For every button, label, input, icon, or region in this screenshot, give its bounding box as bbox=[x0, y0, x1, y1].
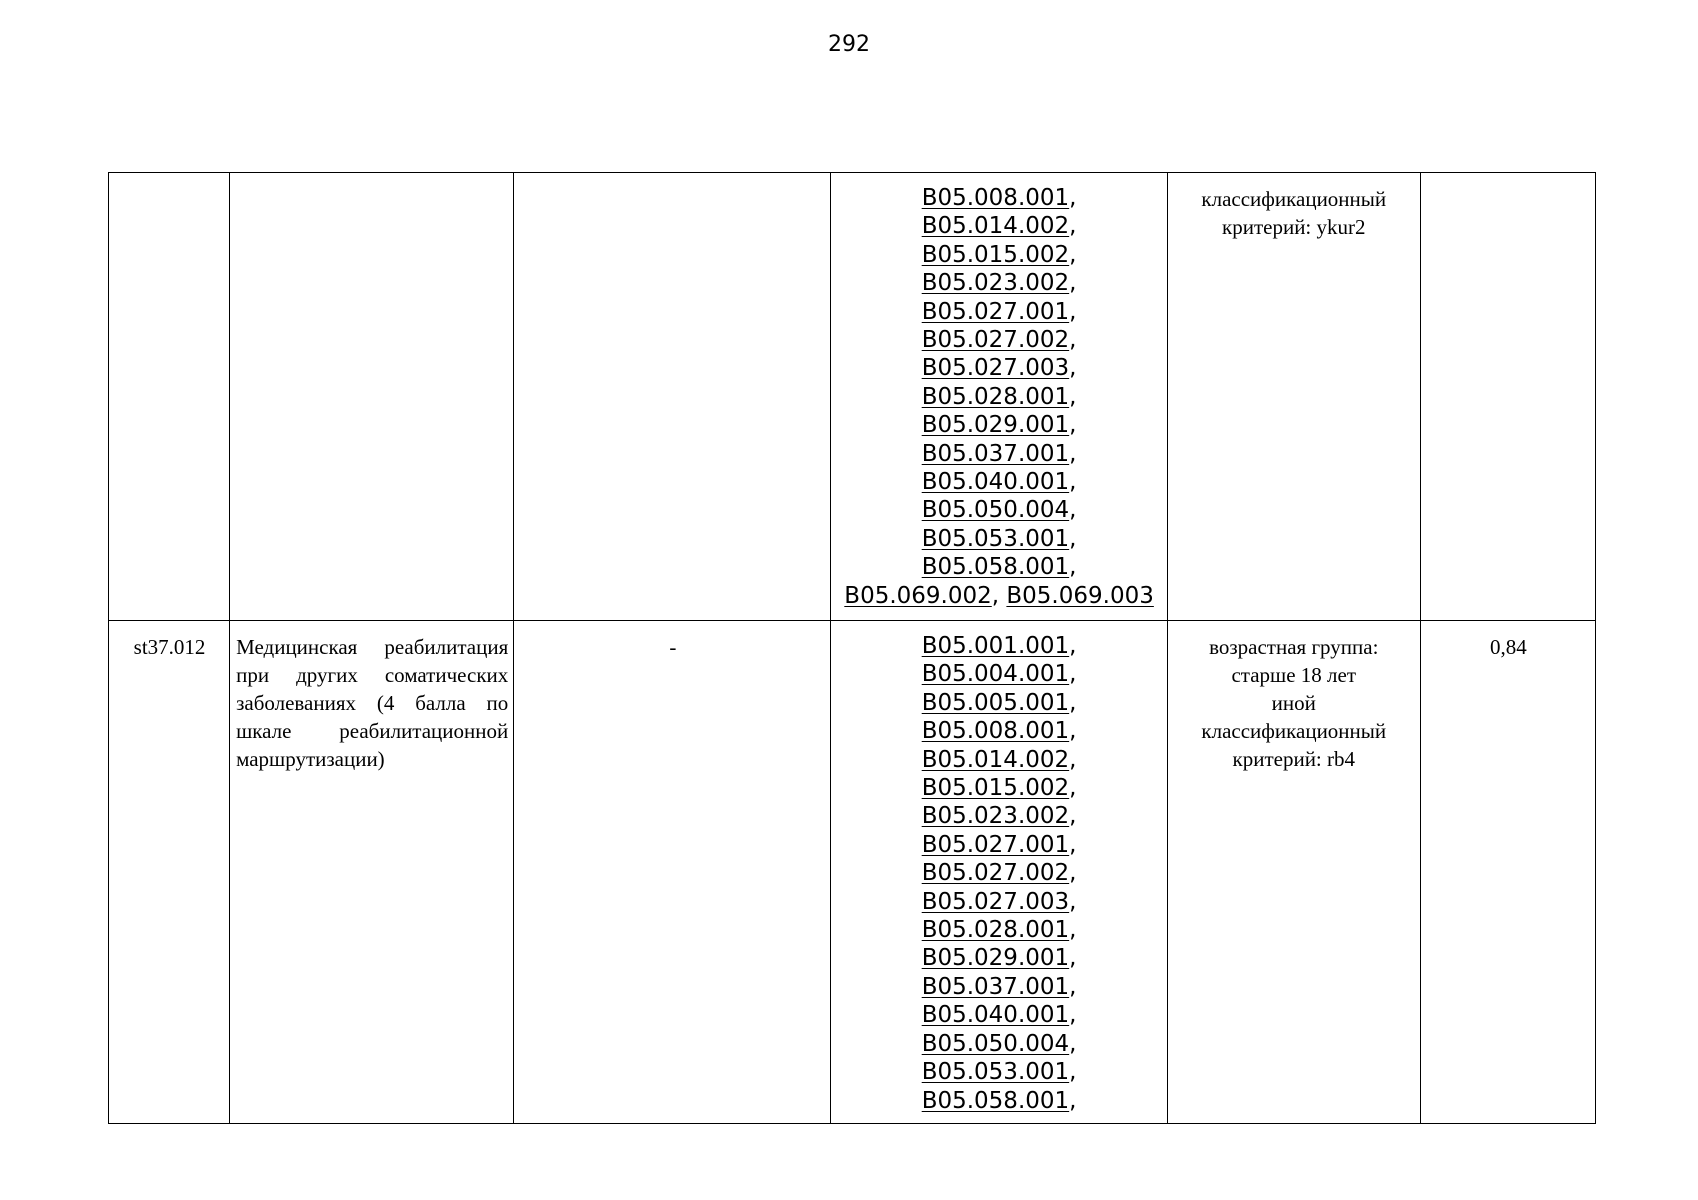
code-cell bbox=[109, 621, 230, 1124]
name-cell bbox=[230, 173, 514, 621]
service-code-link[interactable]: B05.029.001 bbox=[921, 945, 1070, 972]
service-code-link[interactable]: B05.005.001 bbox=[921, 689, 1070, 716]
criteria-line: старше 18 лет bbox=[1231, 663, 1357, 687]
tariff-table bbox=[108, 172, 1596, 1124]
service-codes-list: B05.008.001, B05.014.002, B05.015.002, B05.023.002, B05.027.001, B05.027.002, B05.027.003, B05.028.001, B05.029.001, B05.037.001, B05.040.001, B05.050.004, B05.053.001, B05.058.001, B05.069.002, B05.069.003 bbox=[844, 185, 1154, 609]
service-code-link[interactable]: B05.037.001 bbox=[921, 440, 1070, 467]
row-dash: - bbox=[669, 635, 677, 659]
service-code-link[interactable]: B05.037.001 bbox=[921, 973, 1070, 1000]
code-cell bbox=[109, 173, 230, 621]
service-code-link[interactable]: B05.040.001 bbox=[921, 1002, 1070, 1029]
criteria-text bbox=[1168, 621, 1420, 779]
service-code-link[interactable]: B05.069.003 bbox=[1006, 582, 1154, 609]
row-name: Медицинская реабилитация при других соматических заболеваниях (4 балла по шкале реабилитационной маршрутизации) bbox=[236, 635, 509, 771]
criteria-line: критерий: rb4 bbox=[1232, 747, 1356, 771]
service-code-link[interactable]: B05.004.001 bbox=[921, 661, 1070, 688]
service-code-link[interactable]: B05.014.002 bbox=[921, 746, 1070, 773]
service-code-link[interactable]: B05.014.002 bbox=[921, 213, 1070, 240]
criteria-line: иной bbox=[1271, 691, 1316, 715]
services-cell bbox=[831, 173, 1167, 621]
service-code-link[interactable]: B05.053.001 bbox=[921, 1059, 1070, 1086]
service-code-link[interactable]: B05.058.001 bbox=[921, 554, 1070, 581]
service-code-link[interactable]: B05.027.001 bbox=[921, 831, 1070, 858]
column3-cell bbox=[514, 621, 831, 1124]
criteria-line: классификационный bbox=[1201, 187, 1387, 211]
service-code-link[interactable]: B05.053.001 bbox=[921, 525, 1070, 552]
service-codes-list: B05.001.001, B05.004.001, B05.005.001, B05.008.001, B05.014.002, B05.015.002, B05.023.002, B05.027.001, B05.027.002, B05.027.003, B05.028.001, B05.029.001, B05.037.001, B05.040.001, B05.050.004, B05.053.001, B05.058.001, bbox=[921, 633, 1077, 1114]
service-code-link[interactable]: B05.027.001 bbox=[921, 298, 1070, 325]
service-code-link[interactable]: B05.015.002 bbox=[921, 775, 1070, 802]
service-code-link[interactable]: B05.040.001 bbox=[921, 469, 1070, 496]
service-code-link[interactable]: B05.027.002 bbox=[921, 860, 1070, 887]
service-code-link[interactable]: B05.023.002 bbox=[921, 803, 1070, 830]
service-code-link[interactable]: B05.008.001 bbox=[921, 185, 1070, 211]
service-code-link[interactable]: B05.027.002 bbox=[921, 327, 1070, 354]
service-code-link[interactable]: B05.008.001 bbox=[921, 718, 1070, 745]
criteria-line: возрастная группа: bbox=[1209, 635, 1379, 659]
service-code-link[interactable]: B05.027.003 bbox=[921, 355, 1070, 382]
service-code-link[interactable]: B05.028.001 bbox=[921, 917, 1070, 944]
service-code-link[interactable]: B05.029.001 bbox=[921, 412, 1070, 439]
coefficient-cell bbox=[1420, 173, 1595, 621]
row-code: st37.012 bbox=[133, 635, 206, 659]
service-code-link[interactable]: B05.015.002 bbox=[921, 241, 1070, 268]
row-coefficient: 0,84 bbox=[1490, 635, 1527, 659]
coefficient-cell bbox=[1420, 621, 1595, 1124]
service-code-link[interactable]: B05.028.001 bbox=[921, 383, 1070, 410]
table-row bbox=[109, 621, 1596, 1124]
page-number: 292 bbox=[828, 32, 870, 57]
criteria-text bbox=[1168, 173, 1420, 247]
service-code-link[interactable]: B05.050.004 bbox=[921, 1030, 1070, 1057]
service-code-link[interactable]: B05.058.001 bbox=[921, 1087, 1070, 1114]
criteria-cell bbox=[1167, 173, 1420, 621]
service-code-link[interactable]: B05.001.001 bbox=[921, 633, 1070, 659]
criteria-cell bbox=[1167, 621, 1420, 1124]
service-code-link[interactable]: B05.050.004 bbox=[921, 497, 1070, 524]
service-code-link[interactable]: B05.069.002 bbox=[844, 582, 992, 609]
criteria-line: критерий: ykur2 bbox=[1222, 215, 1366, 239]
column3-cell bbox=[514, 173, 831, 621]
service-code-link[interactable]: B05.027.003 bbox=[921, 888, 1070, 915]
table-row bbox=[109, 173, 1596, 621]
service-code-link[interactable]: B05.023.002 bbox=[921, 270, 1070, 297]
services-cell bbox=[831, 621, 1167, 1124]
criteria-line: классификационный bbox=[1201, 719, 1387, 743]
name-cell bbox=[230, 621, 514, 1124]
